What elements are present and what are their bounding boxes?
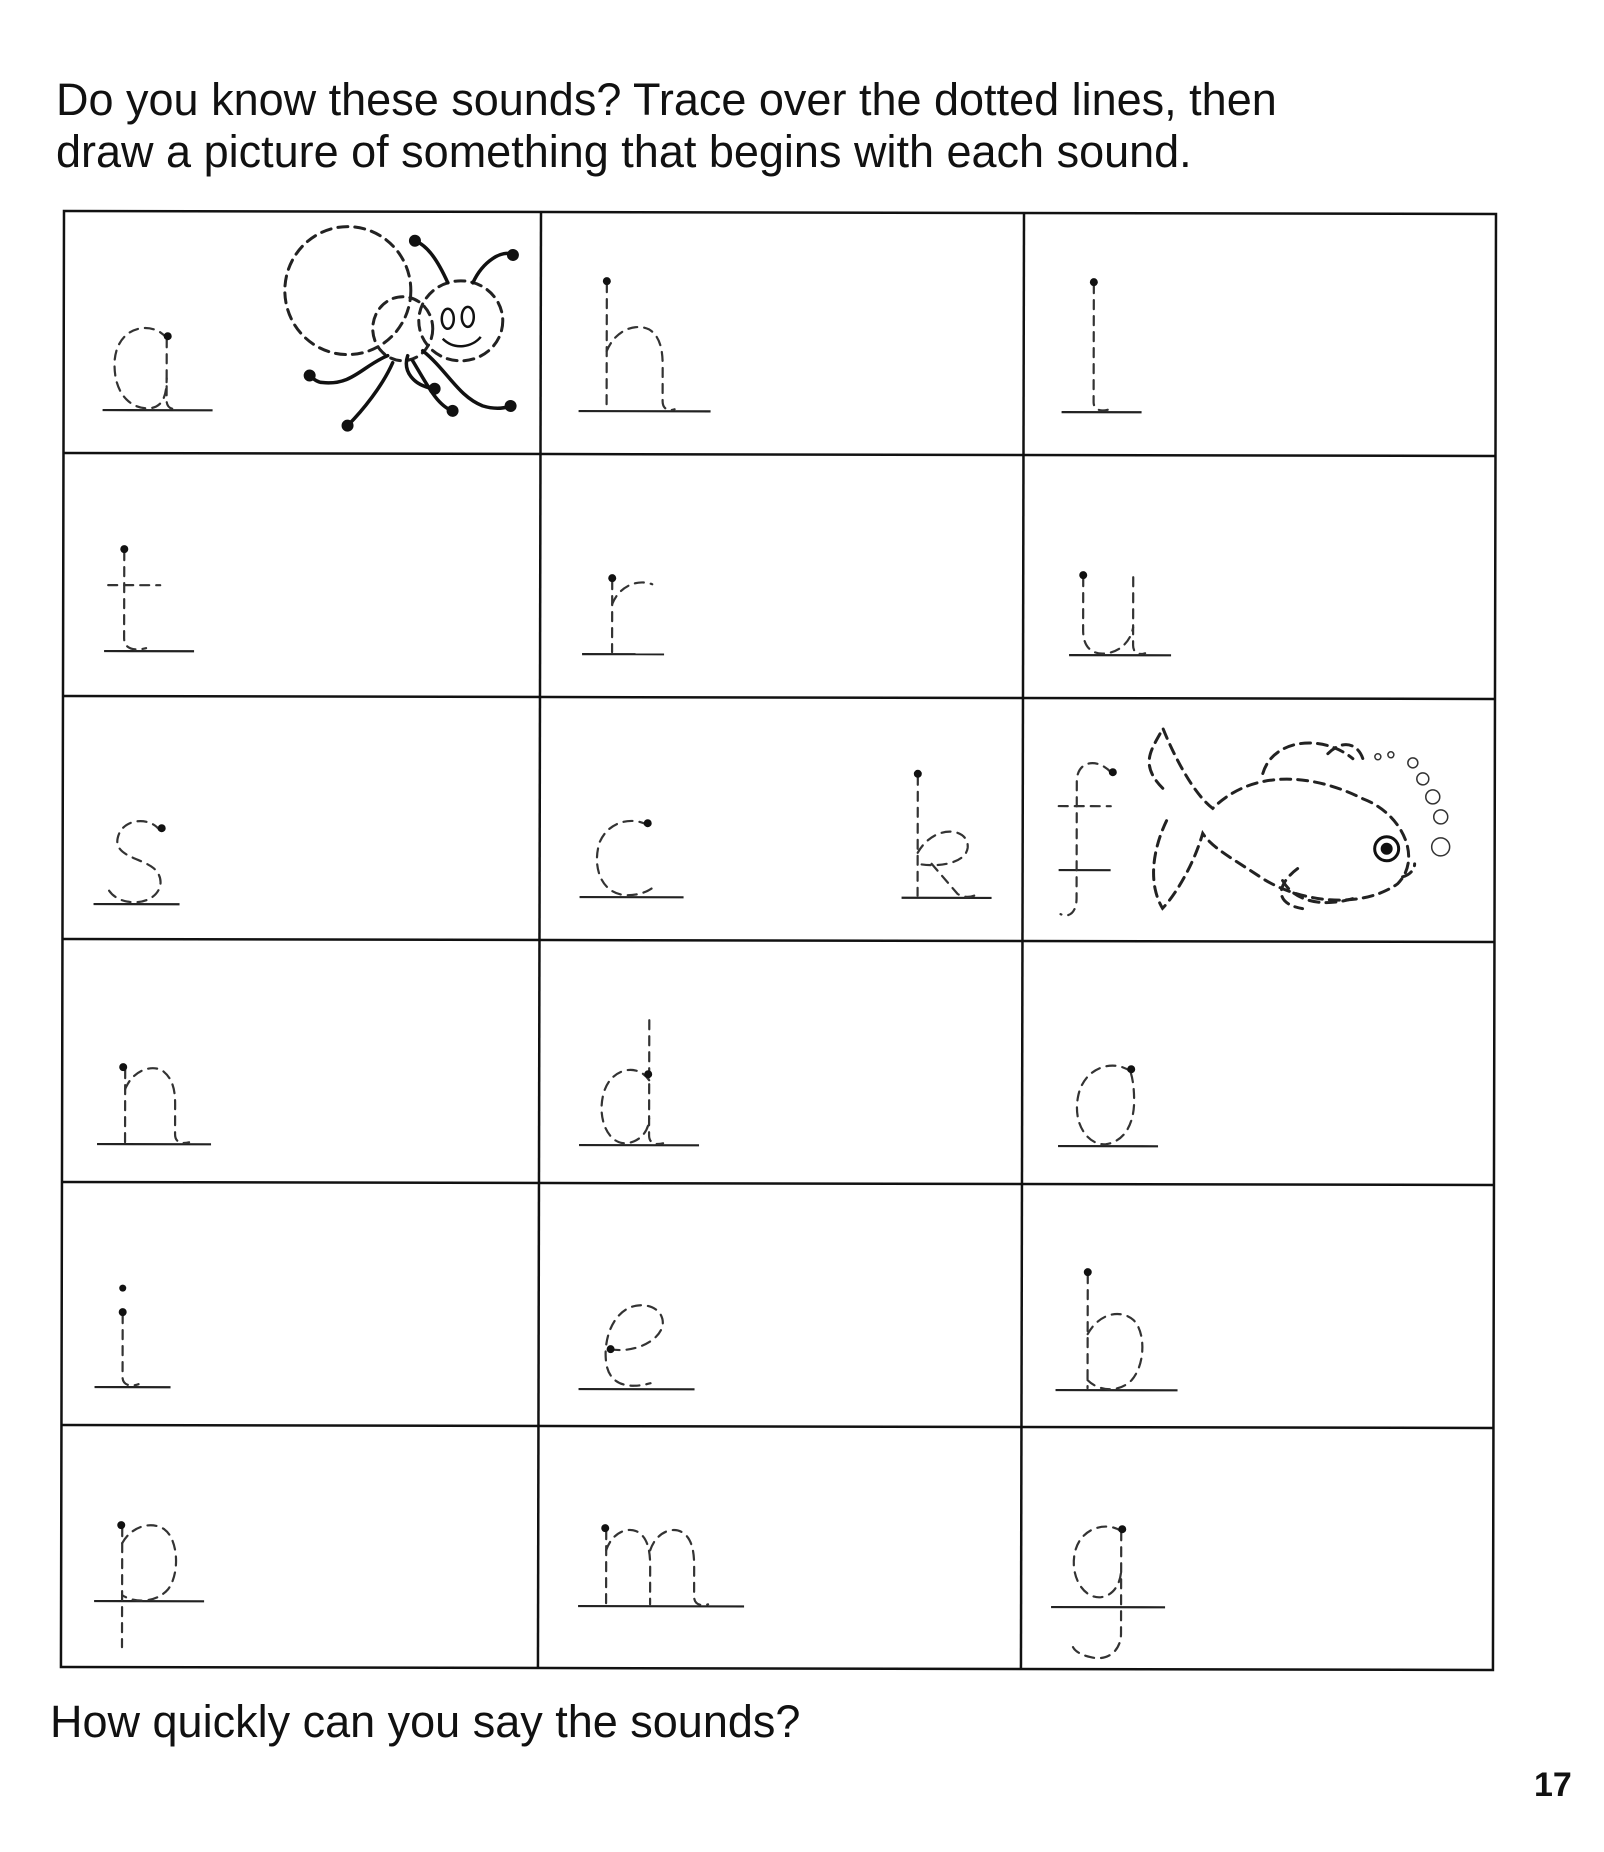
cell-letter-g[interactable]	[1021, 1427, 1495, 1671]
cell-letter-r[interactable]	[540, 454, 1024, 698]
fish-picture	[1022, 698, 1496, 942]
ant-picture	[62, 210, 541, 454]
cell-letter-p[interactable]	[60, 1425, 539, 1669]
tracing-letter-g	[1021, 1427, 1495, 1671]
tracing-letter-n	[61, 939, 540, 1183]
instruction-line-2: draw a picture of something that begins with each sound.	[56, 126, 1192, 177]
cell-letter-e[interactable]	[538, 1183, 1022, 1427]
instruction-line-1: Do you know these sounds? Trace over the dotted lines, then	[56, 74, 1277, 125]
cell-letter-s[interactable]	[61, 696, 540, 940]
tracing-letter-t	[62, 453, 541, 697]
tracing-letter-e	[538, 1183, 1022, 1427]
cell-letter-o[interactable]	[1022, 941, 1496, 1185]
letter-tracing-grid	[60, 210, 1497, 1671]
tracing-letter-d	[539, 940, 1023, 1184]
page-number: 17	[1534, 1766, 1572, 1804]
cell-letter-d[interactable]	[539, 940, 1023, 1184]
tracing-letter-h	[540, 211, 1024, 455]
cell-letter-m[interactable]	[538, 1426, 1022, 1670]
tracing-letter-b	[1021, 1184, 1495, 1428]
tracing-letter-s	[61, 696, 540, 940]
cell-letter-h[interactable]	[540, 211, 1024, 455]
tracing-letter-p	[60, 1425, 539, 1669]
tracing-letter-l	[1023, 212, 1497, 456]
tracing-letter-o	[1022, 941, 1496, 1185]
footer-question: How quickly can you say the sounds?	[50, 1696, 801, 1747]
cell-letter-b[interactable]	[1021, 1184, 1495, 1428]
tracing-letter-k	[539, 697, 1023, 941]
cell-letter-a[interactable]	[62, 210, 541, 454]
tracing-letter-m	[538, 1426, 1022, 1670]
tracing-letter-i	[60, 1182, 539, 1426]
cell-letter-c-k[interactable]	[539, 697, 1023, 941]
cell-letter-i[interactable]	[60, 1182, 539, 1426]
tracing-letter-r	[540, 454, 1024, 698]
cell-letter-l[interactable]	[1023, 212, 1497, 456]
cell-letter-t[interactable]	[62, 453, 541, 697]
cell-letter-u[interactable]	[1023, 455, 1497, 699]
cell-letter-n[interactable]	[61, 939, 540, 1183]
tracing-letter-u	[1023, 455, 1497, 699]
instruction-text	[56, 74, 1356, 178]
cell-letter-f[interactable]	[1022, 698, 1496, 942]
